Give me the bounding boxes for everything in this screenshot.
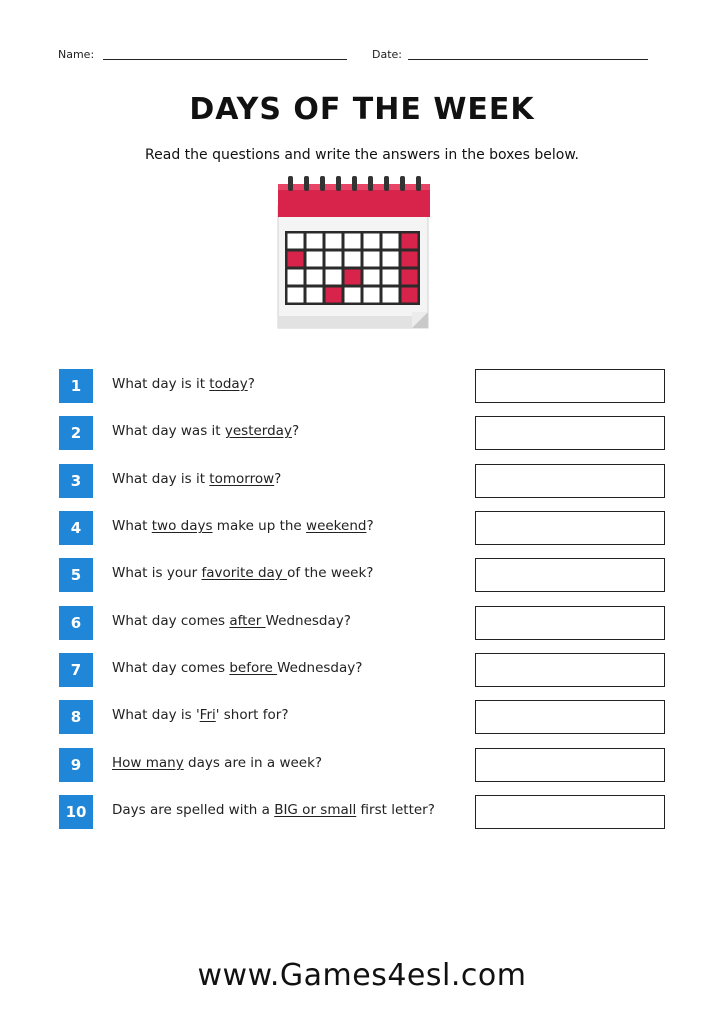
question-number-badge: 3 xyxy=(59,464,93,498)
question-row xyxy=(0,369,724,403)
calendar-cell xyxy=(402,234,418,249)
question-text-part: What day comes xyxy=(112,660,230,676)
question-number-badge: 10 xyxy=(59,795,93,829)
question-row xyxy=(0,795,724,829)
question-text xyxy=(112,471,281,487)
question-row xyxy=(0,464,724,498)
answer-box[interactable] xyxy=(475,748,665,782)
question-number-badge: 2 xyxy=(59,416,93,450)
question-text xyxy=(112,802,435,818)
question-text-part: days are in a week? xyxy=(183,755,323,771)
calendar-cell xyxy=(402,252,418,267)
question-text xyxy=(112,376,255,392)
question-row xyxy=(0,748,724,782)
calendar-cell xyxy=(326,288,342,303)
question-keyword: tomorrow xyxy=(209,471,275,487)
question-text-part: of the week? xyxy=(287,565,374,581)
question-text-part: first letter? xyxy=(356,802,435,818)
calendar-ring xyxy=(384,176,389,191)
question-keyword: yesterday xyxy=(224,423,292,439)
answer-box[interactable] xyxy=(475,464,665,498)
question-text-part: ' short for? xyxy=(215,707,289,723)
question-text xyxy=(112,613,351,629)
calendar-cell xyxy=(364,234,380,249)
question-keyword: after xyxy=(229,613,266,629)
question-text-part: Wednesday? xyxy=(277,660,363,676)
answer-box[interactable] xyxy=(475,606,665,640)
answer-box[interactable] xyxy=(475,511,665,545)
question-number-badge: 5 xyxy=(59,558,93,592)
question-keyword: How many xyxy=(112,755,184,771)
question-text-part: What day comes xyxy=(112,613,230,629)
question-row xyxy=(0,606,724,640)
calendar-ring xyxy=(368,176,373,191)
question-number-badge: 1 xyxy=(59,369,93,403)
calendar-cell xyxy=(364,252,380,267)
answer-box[interactable] xyxy=(475,416,665,450)
calendar-ring xyxy=(400,176,405,191)
question-text-part: What day was it xyxy=(112,423,225,439)
calendar-ring xyxy=(320,176,325,191)
footer-website: www.Games4esl.com xyxy=(197,958,527,993)
calendar-cell xyxy=(345,270,361,285)
question-text-part: What day is it xyxy=(112,471,210,487)
question-text xyxy=(112,423,299,439)
question-keyword: weekend xyxy=(306,518,367,534)
question-text-part: What xyxy=(112,518,152,534)
question-text-part: What is your xyxy=(112,565,202,581)
answer-box[interactable] xyxy=(475,700,665,734)
calendar-cell xyxy=(402,270,418,285)
calendar-cell xyxy=(345,252,361,267)
calendar-cell xyxy=(326,270,342,285)
answer-box[interactable] xyxy=(475,795,665,829)
calendar-cell xyxy=(383,288,399,303)
question-keyword: today xyxy=(209,376,248,392)
instructions: Read the questions and write the answers in the boxes below. xyxy=(145,147,579,163)
answer-box[interactable] xyxy=(475,369,665,403)
calendar-cell xyxy=(288,234,304,249)
date-write-line[interactable] xyxy=(408,59,648,60)
calendar-cell xyxy=(364,270,380,285)
question-text-part: Wednesday? xyxy=(265,613,351,629)
question-text-part: ? xyxy=(247,376,255,392)
calendar-ring xyxy=(304,176,309,191)
question-number-badge: 8 xyxy=(59,700,93,734)
calendar-cell xyxy=(364,288,380,303)
question-text-part: make up the xyxy=(212,518,307,534)
answer-box[interactable] xyxy=(475,558,665,592)
question-text xyxy=(112,565,373,581)
calendar-cell xyxy=(383,252,399,267)
question-row xyxy=(0,700,724,734)
name-label: Name: xyxy=(58,48,95,61)
question-text xyxy=(112,755,322,771)
calendar-cell xyxy=(326,234,342,249)
question-text-part: Days are spelled with a xyxy=(112,802,275,818)
question-keyword: favorite day xyxy=(201,565,288,581)
question-keyword: Fri xyxy=(199,707,216,723)
question-number-badge: 7 xyxy=(59,653,93,687)
calendar-cell xyxy=(383,270,399,285)
page-title: DAYS OF THE WEEK xyxy=(189,92,535,127)
question-text-part: What day is it xyxy=(112,376,210,392)
calendar-cell xyxy=(307,270,323,285)
question-number-badge: 6 xyxy=(59,606,93,640)
calendar-cell xyxy=(402,288,418,303)
name-write-line[interactable] xyxy=(103,59,347,60)
calendar-ring xyxy=(416,176,421,191)
date-label: Date: xyxy=(372,48,402,61)
calendar-icon xyxy=(276,176,432,334)
question-keyword: two days xyxy=(151,518,213,534)
question-text xyxy=(112,518,374,534)
question-text-part: ? xyxy=(291,423,300,439)
question-number-badge: 9 xyxy=(59,748,93,782)
question-text xyxy=(112,707,288,723)
question-row xyxy=(0,416,724,450)
question-row xyxy=(0,511,724,545)
calendar-cell xyxy=(288,288,304,303)
calendar-cell xyxy=(326,252,342,267)
calendar-cell xyxy=(288,252,304,267)
calendar-cell xyxy=(307,252,323,267)
question-text xyxy=(112,660,362,676)
calendar-cell xyxy=(345,288,361,303)
question-text-part: ? xyxy=(366,518,374,534)
question-row xyxy=(0,558,724,592)
question-text-part: ? xyxy=(274,471,282,487)
calendar-cell xyxy=(383,234,399,249)
question-text-part: What day is ' xyxy=(112,707,200,723)
calendar-ring xyxy=(336,176,341,191)
question-row xyxy=(0,653,724,687)
calendar-ring xyxy=(288,176,293,191)
question-keyword: BIG or small xyxy=(274,802,357,818)
question-number-badge: 4 xyxy=(59,511,93,545)
question-keyword: before xyxy=(229,660,278,676)
calendar-cell xyxy=(307,234,323,249)
calendar-ring xyxy=(352,176,357,191)
calendar-cell xyxy=(307,288,323,303)
calendar-cell xyxy=(345,234,361,249)
calendar-cell xyxy=(288,270,304,285)
answer-box[interactable] xyxy=(475,653,665,687)
